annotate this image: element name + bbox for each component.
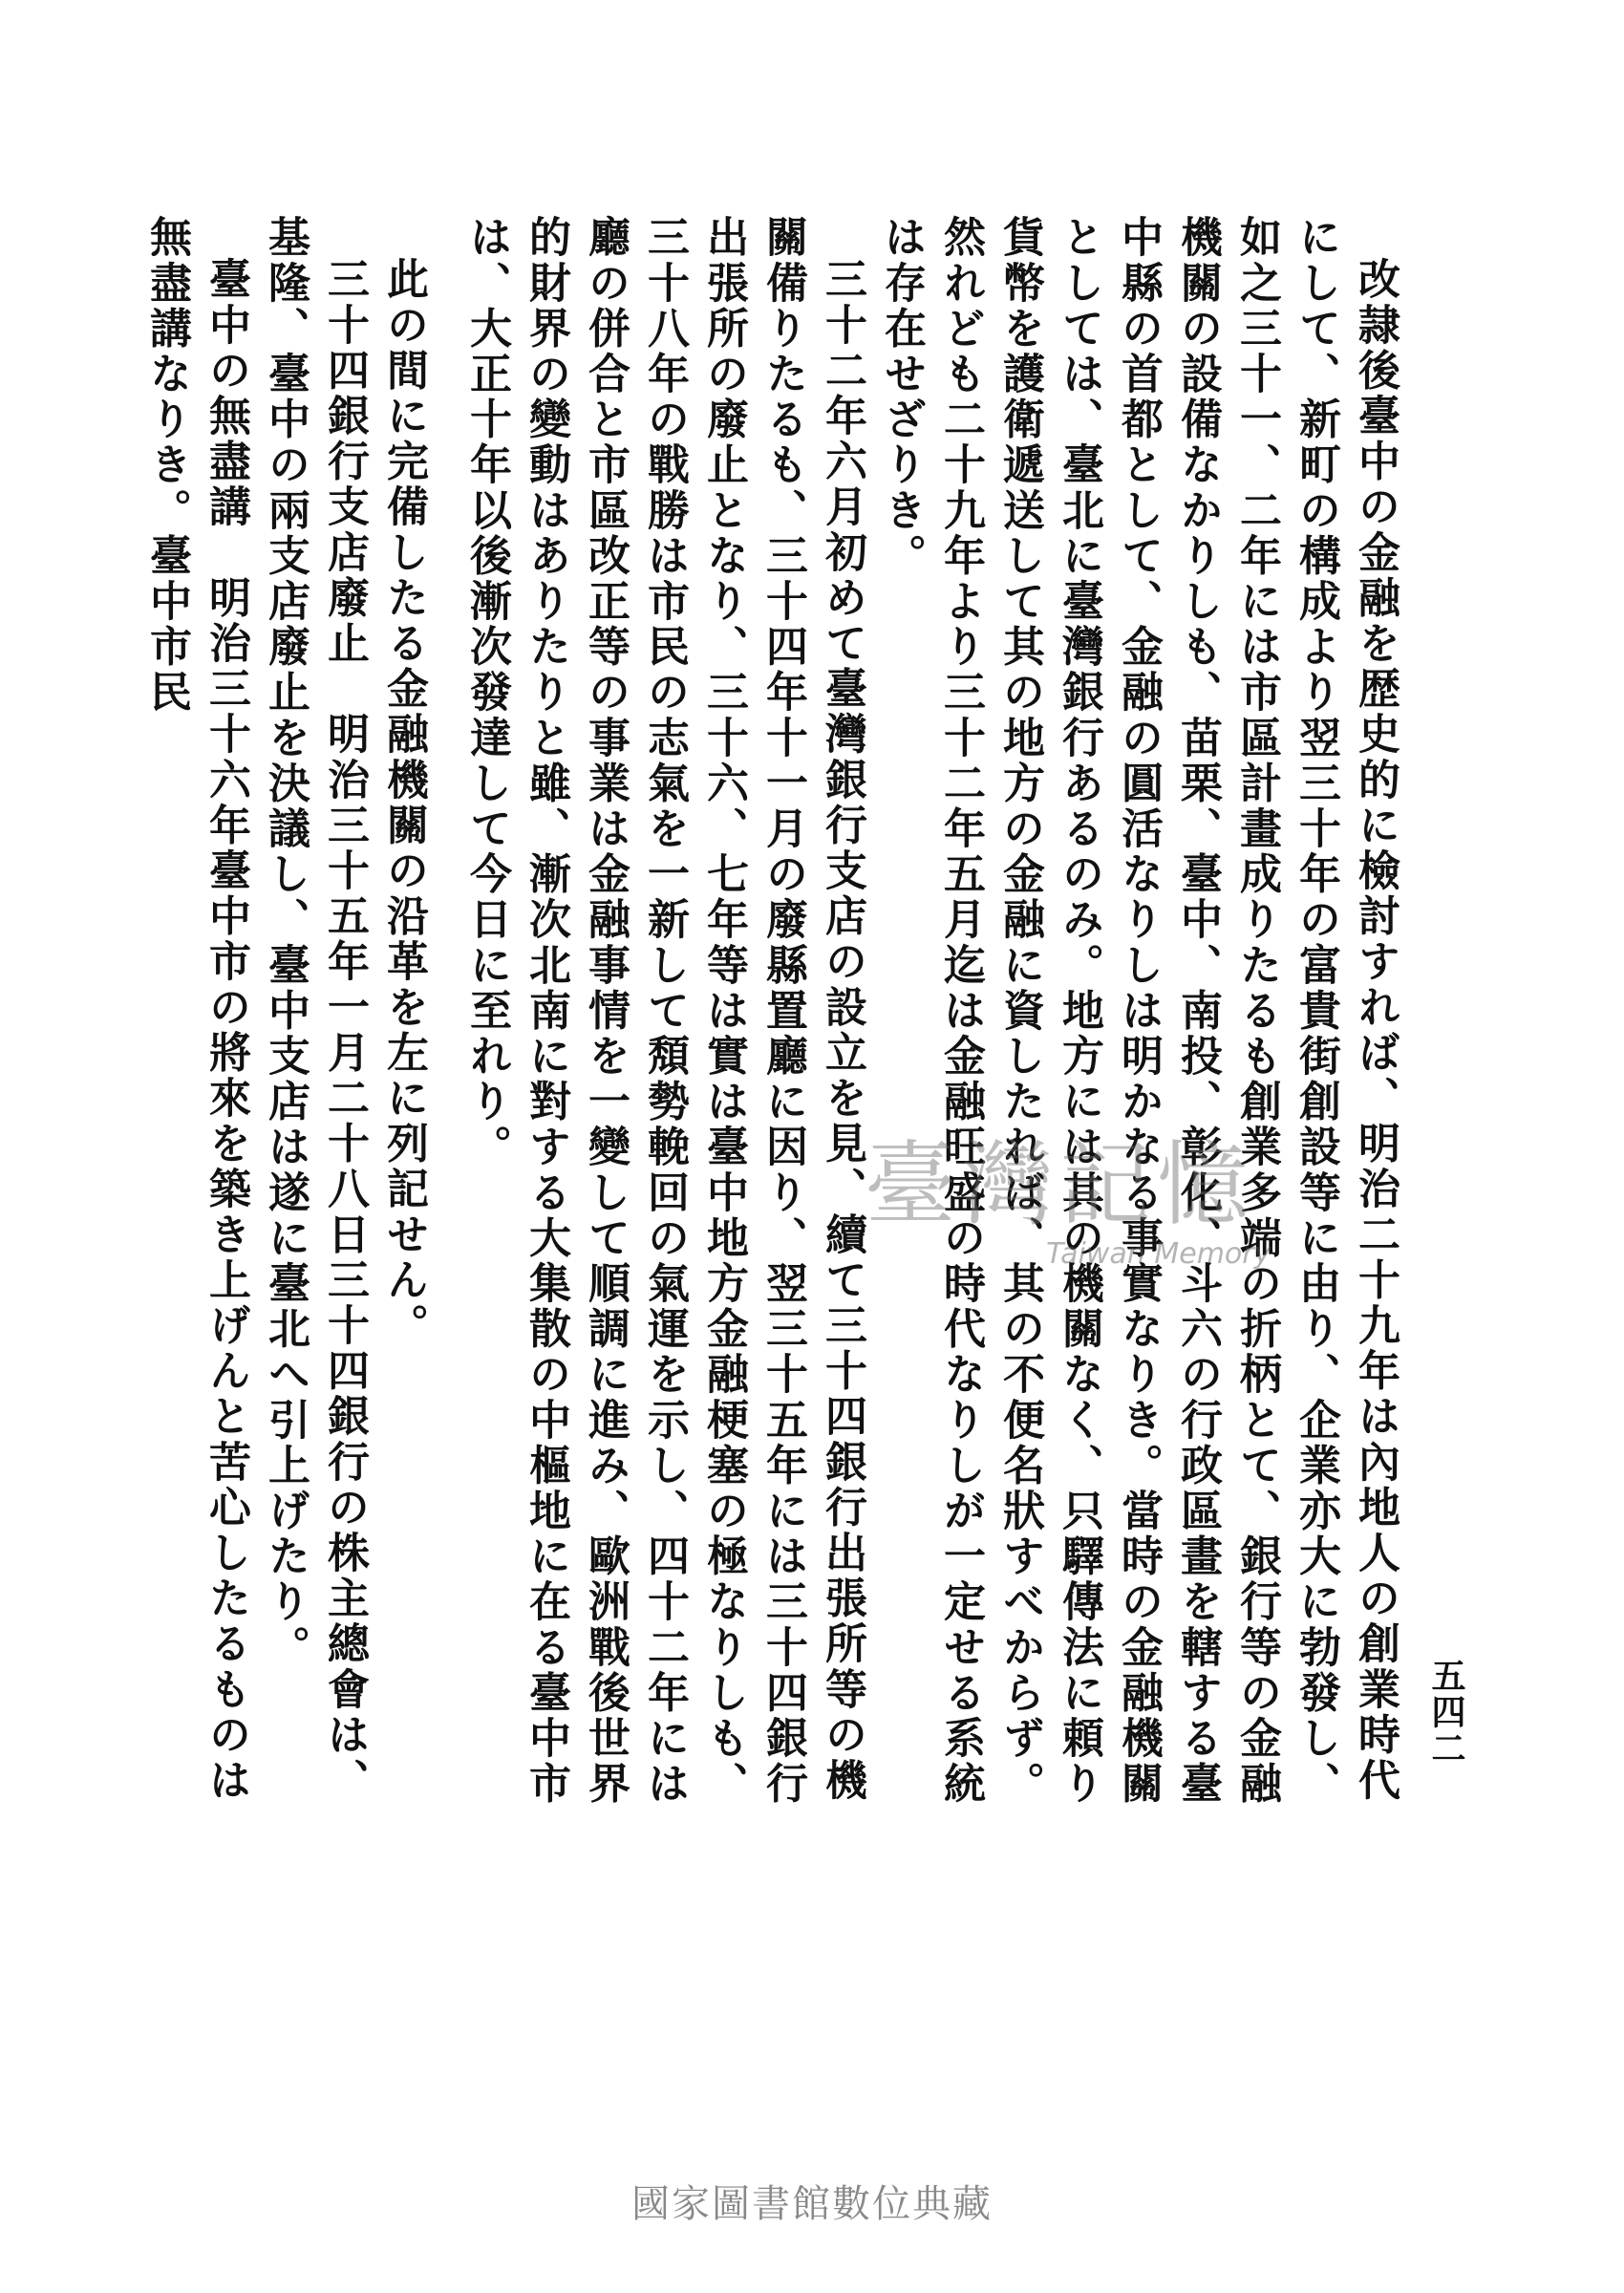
paragraph-history-review: 改隷後臺中の金融を歴史的に檢討すれば、明治二十九年は內地人の創業時代にして、新町の構成より翌三十年の富貴街創設等に由り、企業亦大に勃發し、如之三十一、二年には市區計畫成りたるも創業多端の折柄とて、銀行等の金融機關の設備なかりしも、苗栗、臺中、南投、彰化、斗六の行政區畫を轄する臺中縣の首都として、金融の圓活なりしは明かなる事實なりき。當時の金融機關としては、臺北に臺灣銀行あるのみ。地方には其の機關なく、只驛傳法に頼り貨幣を護衛遞送して其の地方の金融に資したれば、其の不便名狀すべからず。然れども二十九年より三十二年五月迄は金融旺盛の時代なりしが一定せる系統は存在せざりき。 [877, 215, 1400, 1807]
document-body [142, 215, 1404, 1839]
paragraph-bank-development: 三十二年六月初めて臺灣銀行支店の設立を見、續て三十四銀行出張所等の機關備りたるも、三十四年十一月の廢縣置廳に因り、翌三十五年には三十四銀行出張所の廢止となり、三十六、七年等は實は臺中地方金融梗塞の極なりしも、三十八年の戰勝は市民の志氣を一新して頽勢輓回の氣運を示し、四十二年には廳の併合と市區改正等の事業は金融事情を一變して順調に進み、歐洲戰後世界的財界の變動はありたりと雖、漸次北南に對する大集散の中樞地に在る臺中市は、大正十年以後漸次發達して今日に至れり。 [462, 215, 866, 1807]
watermark-subtitle: Taiwan Memory [1046, 1237, 1271, 1271]
watermark-title: 臺灣記憶 [865, 1131, 1254, 1238]
paragraph-list-intro: 此の間に完備したる金融機關の沿革を左に列記せん。 [379, 257, 428, 1349]
footer-credit: 國家圖書館數位典藏 [631, 2182, 993, 2226]
paragraph-bank-branch-closure: 三十四銀行支店廢止 明治三十五年一月二十八日三十四銀行の株主總會は、基隆、臺中の兩支店廢止を決議し、臺中支店は遂に臺北へ引上げたり。 [261, 215, 369, 1804]
paragraph-mujinko: 臺中の無盡講 明治三十六年臺中市の將來を築き上げんと苦心したるものは無盡講なりき。臺中市民 [142, 215, 250, 1804]
page-number: 五四二 [1426, 1658, 1466, 1767]
